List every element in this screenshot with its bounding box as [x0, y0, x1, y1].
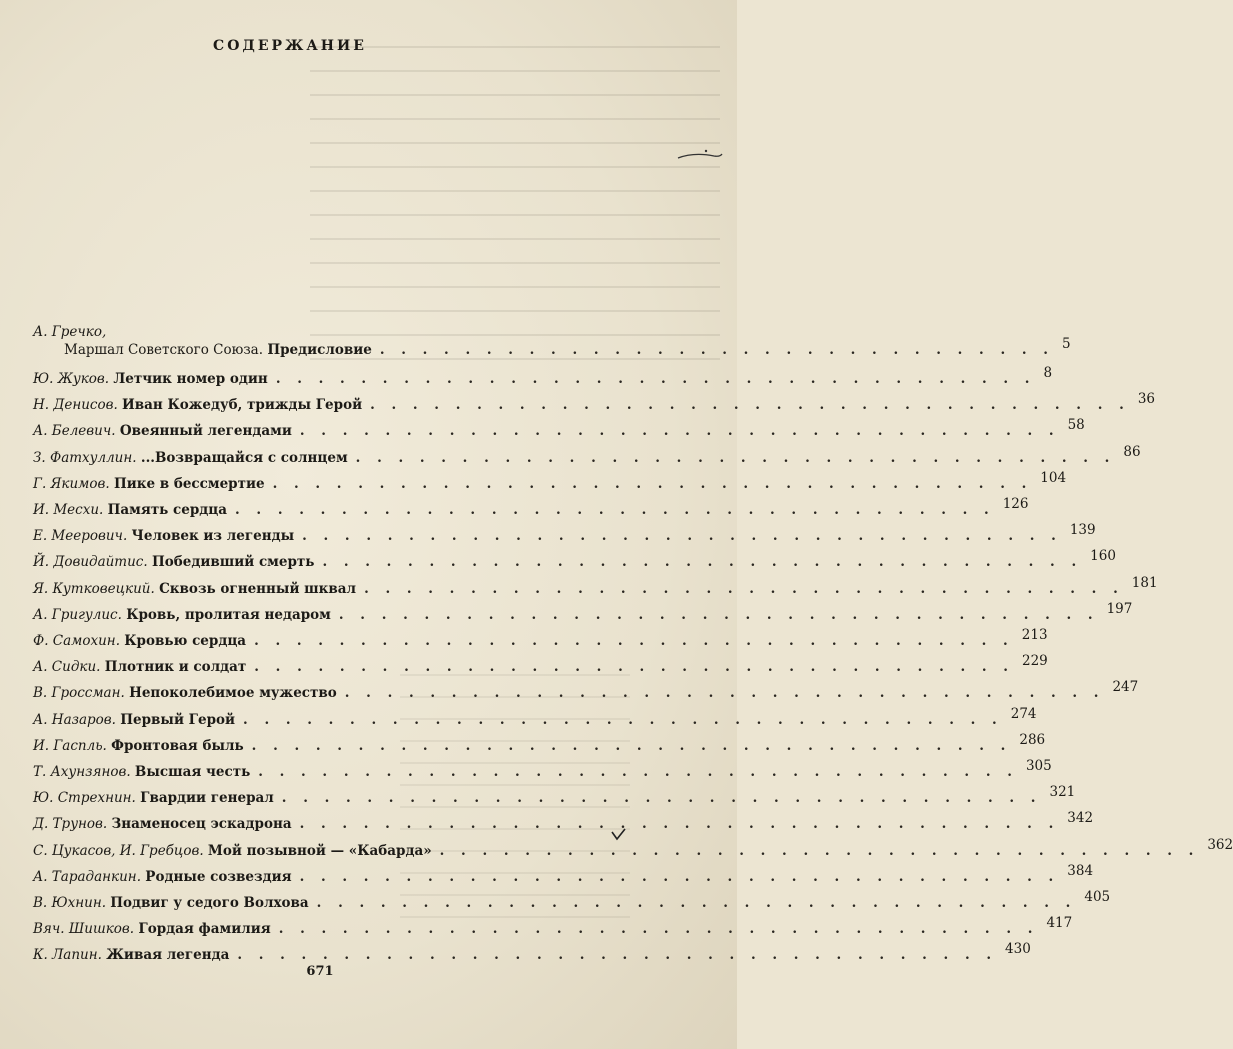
entry-author: Я. Кутковецкий. — [33, 581, 155, 597]
entry-title: Сквозь огненный шквал — [159, 581, 357, 597]
entry-page: 247 — [1112, 679, 1139, 695]
entry-page: 213 — [1021, 627, 1048, 643]
entry-page: 197 — [1106, 601, 1133, 617]
toc-entry — [33, 863, 1094, 886]
toc-entry — [33, 444, 1141, 467]
toc-entry — [33, 706, 1037, 729]
leader-dots: . . . . . . . . . . . . . . . . . . . . . . . . . . . . . . . . . . . . — [299, 869, 1060, 885]
toc-entry — [33, 758, 1052, 781]
entry-title: Память сердца — [107, 502, 228, 518]
entry-page: 160 — [1090, 548, 1116, 564]
entry-page: 274 — [1010, 706, 1037, 722]
leader-dots: . . . . . . . . . . . . . . . . . . . . . . . . . . . . . . . . . . . . — [370, 397, 1130, 413]
leader-dots: . . . . . . . . . . . . . . . . . . . . . . . . . . . . . . . . . . . . — [299, 816, 1060, 832]
leader-dots: . . . . . . . . . . . . . . . . . . . . . . . . . . . . . . . . . . . . — [338, 607, 1099, 623]
entry-author: Г. Якимов. — [33, 476, 110, 492]
entry-author: З. Фатхуллин. — [33, 450, 137, 466]
leader-dots: . . . . . . . . . . . . . . . . . . . . . . . . . . . . . . . . . . . . — [344, 685, 1105, 701]
entry-page: 384 — [1067, 863, 1094, 879]
entry-page: 5 — [1061, 336, 1071, 352]
leader-dots: . . . . . . . . . . . . . . . . . . . . . . . . . . . . . . . . . . . . — [235, 502, 995, 518]
entry-author: В. Гроссман. — [33, 685, 125, 701]
toc-entry — [33, 732, 1046, 755]
entry-title: Кровь, пролитая недаром — [126, 607, 331, 623]
contents-heading: СОДЕРЖАНИЕ — [213, 38, 367, 54]
leader-dots: . . . . . . . . . . . . . . . . . . . . . . . . . . . . . . . . — [379, 342, 1054, 358]
toc-entry — [33, 653, 1048, 676]
entry-title: Гвардии генерал — [140, 790, 274, 806]
entry-title: Гордая фамилия — [138, 921, 271, 937]
entry-title: Высшая честь — [134, 764, 251, 780]
entry-author: Е. Меерович. — [33, 528, 128, 544]
page-number: 671 — [306, 964, 334, 979]
entry-title: Иван Кожедуб, трижды Герой — [122, 397, 363, 413]
toc-entry — [33, 837, 1233, 860]
entry-page: 104 — [1040, 470, 1067, 486]
entry-author: Вяч. Шишков. — [33, 921, 135, 937]
leader-dots: . . . . . . . . . . . . . . . . . . . . . . . . . . . . . . . . . . . . — [251, 738, 1012, 754]
entry-author: В. Юхнин. — [33, 895, 106, 911]
entry-page: 126 — [1002, 496, 1029, 512]
entry-page: 229 — [1021, 653, 1048, 669]
toc-entry — [33, 575, 1158, 598]
toc-entry — [33, 548, 1116, 571]
leader-dots: . . . . . . . . . . . . . . . . . . . . . . . . . . . . . . . . . . . . — [278, 921, 1039, 937]
entry-title: Летчик номер один — [113, 371, 268, 387]
entry-page: 139 — [1069, 522, 1096, 538]
toc-entry — [33, 522, 1096, 545]
entry-author: Ю. Стрехнин. — [33, 790, 136, 806]
entry-title: Родные созвездия — [145, 869, 292, 885]
entry-author: А. Сидки. — [33, 659, 101, 675]
entry-author: А. Гречко, — [33, 324, 107, 340]
entry-title: Предисловие — [267, 342, 372, 358]
toc-entry — [33, 496, 1029, 519]
entry-page: 86 — [1123, 444, 1141, 460]
toc-entry — [33, 365, 1053, 388]
toc-entry — [33, 679, 1139, 702]
leader-dots: . . . . . . . . . . . . . . . . . . . . . . . . . . . . . . . . . . . . — [355, 450, 1116, 466]
entry-author: Т. Ахунзянов. — [33, 764, 131, 780]
entry-title: Человек из легенды — [131, 528, 295, 544]
entry-title: Фронтовая быль — [111, 738, 244, 754]
bleed-through-text — [310, 30, 720, 360]
toc-entry — [33, 601, 1133, 624]
leader-dots: . . . . . . . . . . . . . . . . . . . . . . . . . . . . . . . . . . . . — [281, 790, 1042, 806]
toc-entry — [33, 915, 1073, 938]
entry-title: Непоколебимое мужество — [129, 685, 337, 701]
entry-page: 321 — [1049, 784, 1076, 800]
toc-entry — [33, 941, 1031, 964]
leader-dots: . . . . . . . . . . . . . . . . . . . . . . . . . . . . . . . . . . . . — [258, 764, 1018, 780]
entry-title: Плотник и солдат — [104, 659, 247, 675]
leader-dots: . . . . . . . . . . . . . . . . . . . . . . . . . . . . . . . . . . . . — [275, 371, 1036, 387]
entry-author: Й. Довидайтис. — [33, 554, 148, 570]
entry-title: Мой позывной — «Кабарда» — [207, 843, 432, 859]
entry-page: 181 — [1131, 575, 1158, 591]
toc-entry — [33, 810, 1094, 833]
entry-author: И. Месхи. — [33, 502, 104, 518]
entry-author: А. Григулис. — [33, 607, 122, 623]
entry-page: 362 — [1207, 837, 1233, 853]
toc-entry — [33, 889, 1111, 912]
toc-entry — [33, 323, 1071, 359]
entry-page: 305 — [1025, 758, 1052, 774]
leader-dots: . . . . . . . . . . . . . . . . . . . . . . . . . . . . . . . . . . . . — [299, 423, 1060, 439]
check-mark-icon — [610, 826, 628, 842]
entry-author: Ф. Самохин. — [33, 633, 120, 649]
leader-dots: . . . . . . . . . . . . . . . . . . . . . . . . . . . . . . . . . . . . — [322, 554, 1083, 570]
toc-entry — [33, 391, 1155, 414]
entry-author: А. Назаров. — [33, 712, 116, 728]
entry-page: 286 — [1019, 732, 1046, 748]
entry-title: Знаменосец эскадрона — [111, 816, 292, 832]
entry-title: ...Возвращайся с солнцем — [140, 450, 348, 466]
entry-title: Живая легенда — [106, 947, 230, 963]
entry-author: Ю. Жуков. — [33, 371, 110, 387]
toc-entry — [33, 627, 1048, 650]
leader-dots: . . . . . . . . . . . . . . . . . . . . . . . . . . . . . . . . . . . . — [272, 476, 1033, 492]
entry-page: 430 — [1005, 941, 1031, 957]
entry-title: Первый Герой — [120, 712, 236, 728]
entry-author: Д. Трунов. — [33, 816, 108, 832]
entry-title: Подвиг у седого Волхова — [110, 895, 309, 911]
entry-author-rank: Маршал Советского Союза. — [64, 342, 264, 358]
entry-title: Победивший смерть — [151, 554, 315, 570]
leader-dots: . . . . . . . . . . . . . . . . . . . . . . . . . . . . . . . . . . . . — [439, 843, 1200, 859]
entry-page: 405 — [1084, 889, 1111, 905]
entry-author: С. Цукасов, И. Гребцов. — [33, 843, 204, 859]
entry-page: 58 — [1067, 417, 1085, 433]
entry-title: Кровью сердца — [124, 633, 247, 649]
entry-author: И. Гаспль. — [33, 738, 107, 754]
leader-dots: . . . . . . . . . . . . . . . . . . . . . . . . . . . . . . . . . . . . — [254, 633, 1014, 649]
leader-dots: . . . . . . . . . . . . . . . . . . . . . . . . . . . . . . . . . . . . — [316, 895, 1077, 911]
leader-dots: . . . . . . . . . . . . . . . . . . . . . . . . . . . . . . . . . . . . — [254, 659, 1014, 675]
entry-author: Н. Денисов. — [33, 397, 118, 413]
entry-author: А. Тараданкин. — [33, 869, 141, 885]
entry-page: 36 — [1137, 391, 1155, 407]
entry-page: 417 — [1046, 915, 1073, 931]
entry-page: 342 — [1067, 810, 1094, 826]
entry-author: К. Лапин. — [33, 947, 102, 963]
leader-dots: . . . . . . . . . . . . . . . . . . . . . . . . . . . . . . . . . . . . — [243, 712, 1003, 728]
entry-title: Пике в бессмертие — [113, 476, 265, 492]
leader-dots: . . . . . . . . . . . . . . . . . . . . . . . . . . . . . . . . . . . . — [364, 581, 1124, 597]
leader-dots: . . . . . . . . . . . . . . . . . . . . . . . . . . . . . . . . . . . . — [237, 947, 998, 963]
toc-entry — [33, 417, 1085, 440]
entry-author: А. Белевич. — [33, 423, 116, 439]
toc-entry — [33, 470, 1067, 493]
toc-entry — [33, 784, 1076, 807]
leader-dots: . . . . . . . . . . . . . . . . . . . . . . . . . . . . . . . . . . . . — [302, 528, 1062, 544]
entry-page: 8 — [1043, 365, 1053, 381]
pen-mark-icon — [676, 146, 726, 166]
entry-title: Овеянный легендами — [119, 423, 292, 439]
